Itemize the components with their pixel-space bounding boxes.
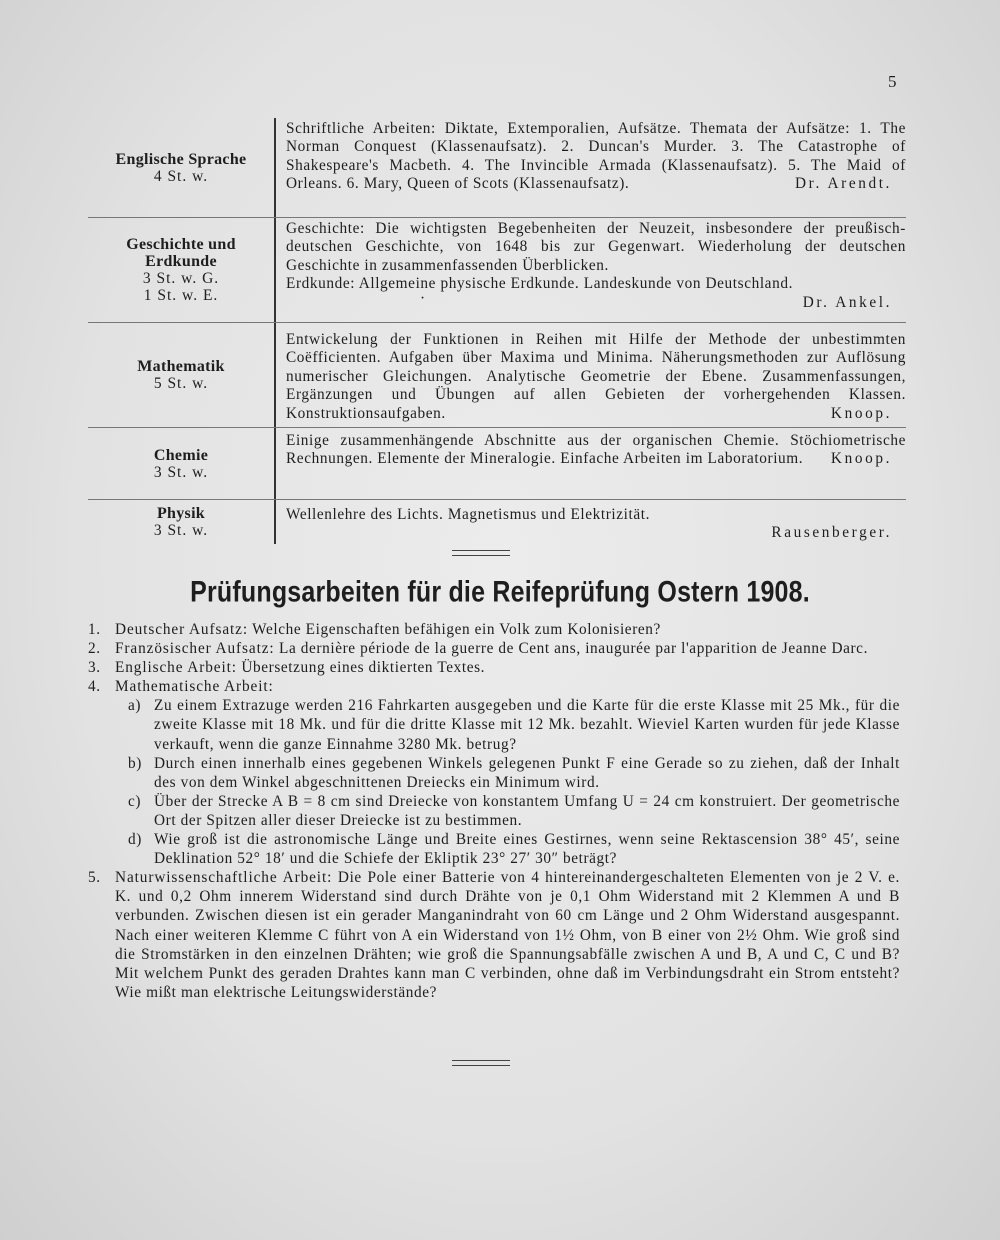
subject-hours: 3 St. w. <box>153 463 209 481</box>
subject-name: Chemie <box>153 446 209 464</box>
subject-cell <box>88 118 276 217</box>
math-task <box>128 754 900 792</box>
math-task <box>128 792 900 830</box>
list-item <box>88 620 900 639</box>
item-number: 3. <box>88 659 101 677</box>
teacher-name: Knoop. <box>830 450 892 468</box>
item-label: Englische Arbeit: <box>115 659 237 677</box>
list-item <box>88 639 900 658</box>
math-task <box>128 830 900 868</box>
item-number: 2. <box>88 640 101 658</box>
section-divider <box>452 550 510 556</box>
teacher-name: Rausenberger. <box>771 524 892 542</box>
item-text: Übersetzung eines diktierten Textes. <box>241 659 486 677</box>
subject-content <box>276 218 906 322</box>
item-label: Deutscher Aufsatz: <box>115 621 249 638</box>
subject-hours: 4 St. w. <box>153 167 209 185</box>
section-divider <box>452 1060 510 1066</box>
task-label: b) <box>128 754 142 772</box>
task-text: Zu einem Extrazuge werden 216 Fahrkarten ausgegeben und die Karte für die erste Klasse mit 25 Mk., für die zweite Klasse mit 18 Mk. und für die dritte Klasse mit 12 Mk. bezahlt. Wieviel Karten wurden für jede Klasse verkauft, wenn die ganze Einnahme 3280 Mk. betrug? <box>154 697 900 753</box>
subject-content <box>276 500 906 544</box>
table-row <box>88 323 906 428</box>
item-number: 4. <box>88 678 101 696</box>
teacher-name: Knoop. <box>830 404 892 422</box>
content-text: Entwickelung der Funktionen in Reihen mit Hilfe der Methode der unbestimmten Coëfficienten. Aufgaben über Maxima und Minima. Näherungsmethoden zur Auflösung numerischer Gleichungen. Analytische Geometrie der Ebene. Zusammenfassungen, Ergänzungen und Übungen auf allen Gebieten der vorhergehenden Klassen. Konstruktionsaufgaben. <box>286 331 906 422</box>
item-text: La dernière période de la guerre de Cent ans, inaugurée par l'apparition de Jeanne Darc. <box>279 640 868 658</box>
math-task <box>128 696 900 753</box>
teacher-name: Dr. Ankel. <box>802 293 892 311</box>
list-item <box>88 658 900 677</box>
teacher-name: Dr. Arendt. <box>794 175 892 193</box>
table-row <box>88 500 906 544</box>
subject-name: Geschichte und Erdkunde <box>126 236 236 270</box>
subject-cell <box>88 323 276 427</box>
task-text: Durch einen innerhalb eines gegebenen Winkels gelegenen Punkt F eine Gerade so zu ziehen, daß der Inhalt des von dem Winkel abgeschnittenen Dreiecks ein Minimum wird. <box>154 754 900 791</box>
curriculum-table <box>88 118 906 544</box>
table-row <box>88 428 906 500</box>
table-row <box>88 218 906 323</box>
subject-cell <box>88 500 276 544</box>
content-text: Schriftliche Arbeiten: Diktate, Extemporalien, Aufsätze. Themata der Aufsätze: 1. The Norman Conquest (Klassenaufsatz). 2. Duncan's Murder. 3. The Catastrophe of Shakespeare's Macbeth. 4. The Invincible Armada (Klassenaufsatz). 5. The Maid of Orleans. 6. Mary, Queen of Scots (Klassenaufsatz). <box>286 120 906 193</box>
task-text: Über der Strecke A B = 8 cm sind Dreiecke von konstantem Umfang U = 24 cm konstruiert. Der geometrische Ort der Spitzen aller dieser Dreiecke ist zu bestimmen. <box>154 792 900 829</box>
content-text-erdkunde: Erdkunde: Allgemeine physische Erdkunde. Landeskunde von Deutschland. <box>286 275 793 293</box>
subject-content <box>276 118 906 217</box>
task-label: d) <box>128 831 142 849</box>
item-label: Französischer Aufsatz: <box>115 640 275 658</box>
subject-cell <box>88 218 276 322</box>
subject-hours: 1 St. w. E. <box>143 287 219 304</box>
subject-cell <box>88 428 276 499</box>
page-title: Prüfungsarbeiten für die Reifeprüfung Ostern 1908. <box>190 575 810 609</box>
subject-hours: 3 St. w. G. <box>142 270 220 287</box>
list-item <box>88 868 900 1002</box>
subject-hours: 3 St. w. <box>153 522 209 539</box>
table-row <box>88 118 906 218</box>
exam-list <box>88 620 900 1002</box>
task-label: c) <box>128 792 142 810</box>
task-label: a) <box>128 697 142 715</box>
item-text: Die Pole einer Batterie von 4 hintereinandergeschalteten Elementen von je 2 V. e. K. und 0,2 Ohm innerem Widerstand sind durch Drähte von je 0,1 Ohm Widerstand mit 2 Klemmen A und B verbunden. Zwischen diesen ist ein gerader Manganindraht von 60 cm Länge und 2 Ohm Widerstand ausgespannt. Nach einer weiteren Klemme C führt von A ein Widerstand von 1½ Ohm, von B einer von 2½ Ohm. Wie groß sind die Stromstärken in den einzelnen Drähten; wie groß die Spannungsabfälle zwischen A und B, A und C, C und B? Mit welchem Punkt des geraden Drahtes kann man C verbinden, ohne daß im Verbindungsdraht ein Strom entsteht? Wie mißt man elektrische Leitungswiderstände? <box>115 869 900 1001</box>
task-text: Wie groß ist die astronomische Länge und Breite eines Gestirnes, wenn seine Rektascension 38° 45′, seine Deklination 52° 18′ und die Schiefe der Ekliptik 23° 27′ 30″ beträgt? <box>154 831 900 868</box>
subject-name: Englische Sprache <box>115 150 247 168</box>
content-text: Einige zusammenhängende Abschnitte aus der organischen Chemie. Stöchiometrische Rechnungen. Elemente der Mineralogie. Einfache Arbeiten im Laboratorium. <box>286 432 906 468</box>
subject-content <box>276 323 906 427</box>
content-text: Wellenlehre des Lichts. Magnetismus und Elektrizität. <box>286 506 651 523</box>
item-text: Welche Eigenschaften befähigen ein Volk zum Kolonisieren? <box>252 621 661 638</box>
subject-name: Physik <box>156 505 206 522</box>
subject-hours: 5 St. w. <box>153 375 209 392</box>
item-label: Mathematische Arbeit: <box>115 678 274 696</box>
list-item <box>88 677 900 696</box>
subject-content <box>276 428 906 499</box>
subject-name: Mathematik <box>137 358 225 375</box>
item-label: Naturwissenschaftliche Arbeit: <box>115 869 333 887</box>
content-text: Geschichte: Die wichtigsten Begebenheiten der Neuzeit, insbesondere der preußisch-deutschen Geschichte, von 1648 bis zur Gegenwart. Wiederholung der deutschen Geschichte in zusammenfassenden Überblicken. <box>286 220 906 274</box>
page-number: 5 <box>888 72 898 91</box>
dot-mark: · <box>420 289 426 307</box>
item-number: 5. <box>88 869 101 887</box>
item-number: 1. <box>88 621 101 638</box>
